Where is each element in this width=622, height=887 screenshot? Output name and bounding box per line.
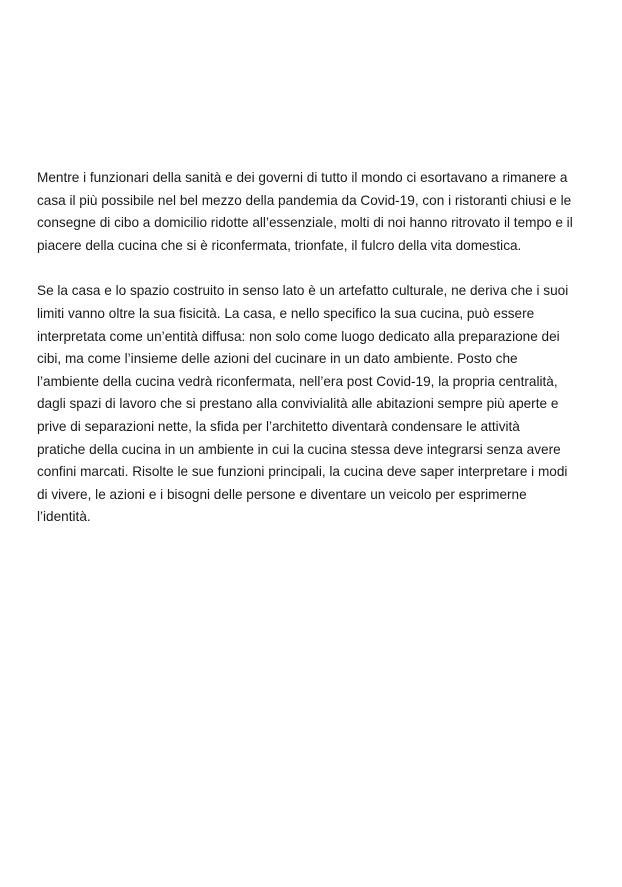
text-line: cibi, ma come l’insieme delle azioni del cucinare in un dato ambiente. Posto che [37, 351, 518, 367]
text-line: Mentre i funzionari della sanità e dei governi di tutto il mondo ci esortavano a rimanere a [37, 170, 568, 185]
text-line: limiti vanno oltre la sua fisicità. La casa, e nello specifico la sua cucina, può essere [37, 305, 535, 321]
paragraph-2 [37, 280, 593, 529]
paragraph-1 [37, 167, 593, 257]
text-line: confini marcati. Risolte le sue funzioni principali, la cucina deve saper interpretare i modi [37, 464, 568, 480]
text-line: consegne di cibo a domicilio ridotte all’essenziale, molti di noi hanno ritrovato il tempo e il [37, 215, 573, 231]
text-line: casa il più possibile nel bel mezzo della pandemia da Covid-19, con i ristoranti chiusi e le [37, 192, 572, 208]
text-line: l’identità. [37, 509, 91, 525]
text-line: pratiche della cucina in un ambiente in cui la cucina stessa deve integrarsi senza avere [37, 441, 561, 457]
text-line: Se la casa e lo spazio costruito in senso lato è un artefatto culturale, ne deriva che i suoi [37, 283, 569, 299]
text-line: interpretata come un’entità diffusa: non solo come luogo dedicato alla preparazione dei [37, 328, 560, 344]
body-text [37, 167, 593, 529]
text-line: piacere della cucina che si è riconfermata, trionfate, il fulcro della vita domestica. [37, 237, 522, 253]
text-line: l’ambiente della cucina vedrà riconfermata, nell’era post Covid-19, la propria centralità, [37, 373, 558, 389]
text-line: dagli spazi di lavoro che si prestano alla convivialità alle abitazioni sempre più aperte e [37, 396, 559, 412]
text-line: prive di separazioni nette, la sfida per l’architetto diventarà condensare le attività [37, 418, 520, 434]
text-line: di vivere, le azioni e i bisogni delle persone e diventare un veicolo per esprimerne [37, 486, 527, 502]
